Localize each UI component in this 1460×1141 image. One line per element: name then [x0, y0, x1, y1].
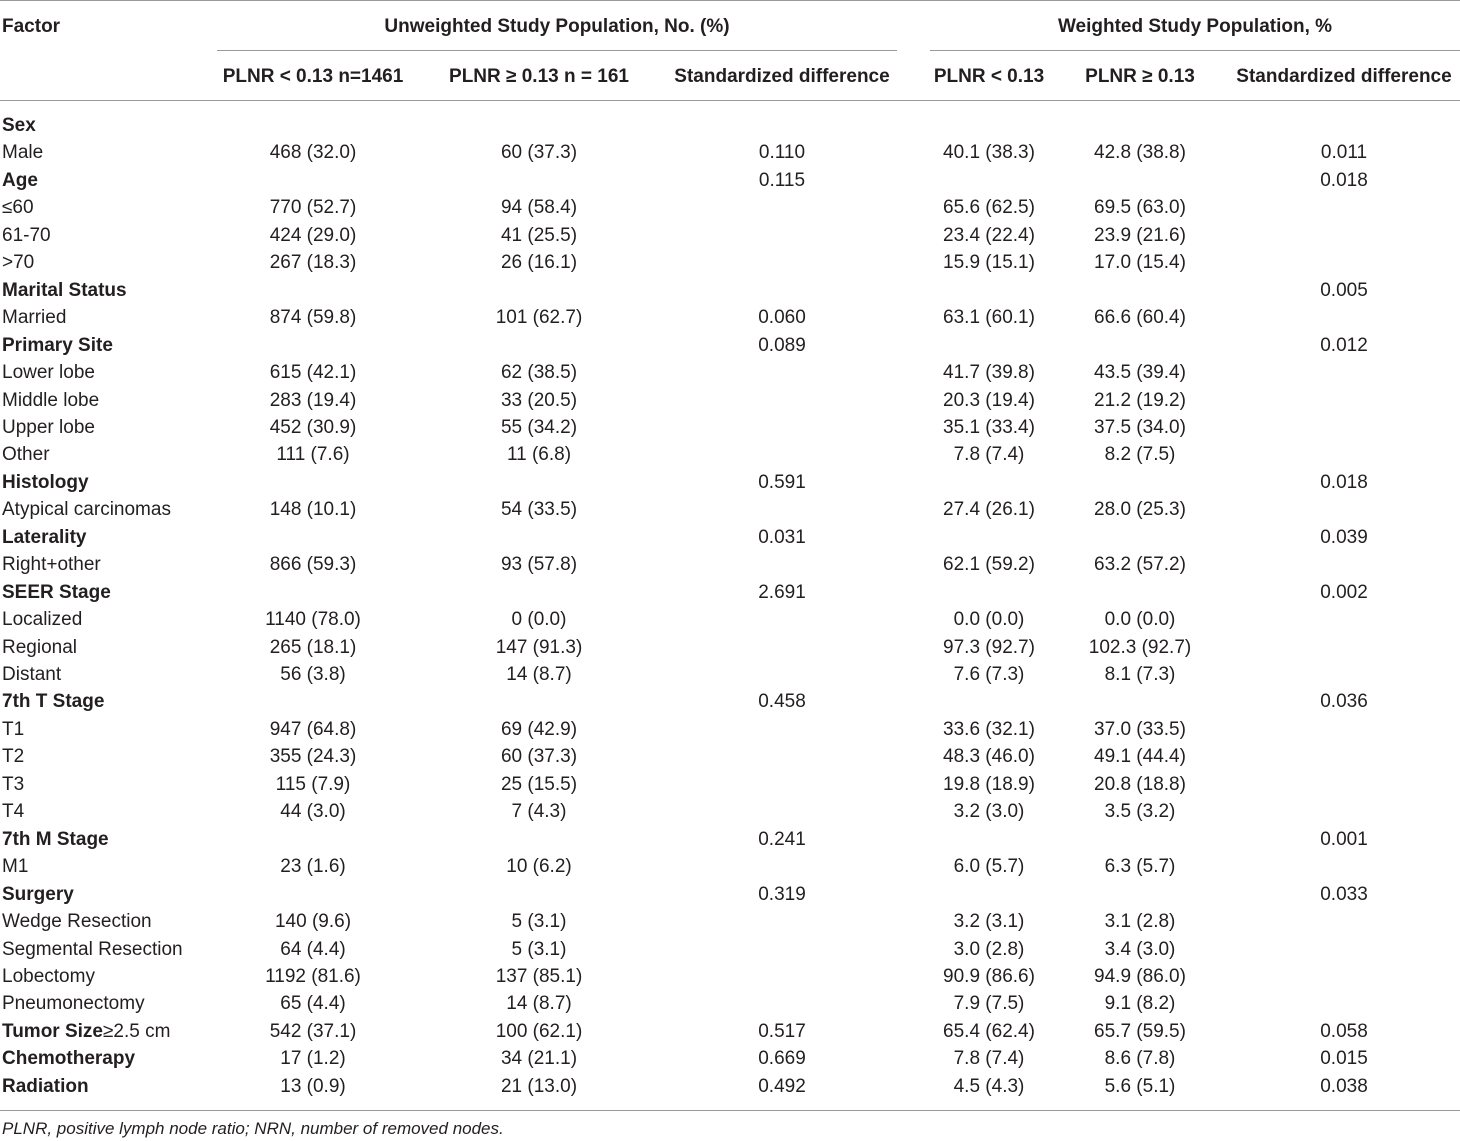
- row-label-text: T3: [2, 774, 25, 795]
- row-heading: [2, 881, 74, 908]
- row-label-text: Age: [2, 170, 38, 191]
- cell-unweighted-plnr-low: 770 (52.7): [269, 197, 357, 218]
- cell-unweighted-plnr-low: 56 (3.8): [280, 664, 346, 685]
- cell-unweighted-plnr-high: 41 (25.5): [500, 225, 578, 246]
- row-label: [2, 936, 183, 963]
- row-label-text: T2: [2, 746, 25, 767]
- cell-weighted-plnr-low: 6.0 (5.7): [953, 856, 1025, 877]
- cell-weighted-plnr-high: 8.1 (7.3): [1104, 664, 1176, 685]
- cell-unweighted-plnr-low: 111 (7.6): [276, 444, 350, 465]
- cell-unweighted-plnr-low: 283 (19.4): [269, 390, 357, 411]
- cell-weighted-plnr-high: 69.5 (63.0): [1094, 197, 1186, 218]
- cell-weighted-plnr-high: 8.6 (7.8): [1104, 1048, 1176, 1069]
- cell-unweighted-plnr-high: 55 (34.2): [500, 417, 578, 438]
- cell-weighted-std-diff: 0.018: [1320, 472, 1368, 493]
- cell-weighted-plnr-low: 97.3 (92.7): [943, 637, 1035, 658]
- cell-unweighted-plnr-low: 148 (10.1): [269, 499, 357, 520]
- cell-weighted-plnr-low: 20.3 (19.4): [943, 390, 1035, 411]
- cell-unweighted-plnr-high: 100 (62.1): [495, 1021, 583, 1042]
- row-label-text: Laterality: [2, 527, 87, 548]
- row-label-text: Lobectomy: [2, 966, 95, 987]
- row-heading: [2, 112, 36, 139]
- cell-weighted-plnr-high: 0.0 (0.0): [1104, 609, 1176, 630]
- cell-unweighted-plnr-high: 5 (3.1): [511, 911, 567, 932]
- cell-weighted-plnr-high: 94.9 (86.0): [1094, 966, 1186, 987]
- cell-unweighted-plnr-low: 1140 (78.0): [265, 609, 361, 630]
- cell-weighted-plnr-low: 23.4 (22.4): [943, 225, 1035, 246]
- cell-weighted-plnr-low: 3.2 (3.0): [953, 801, 1025, 822]
- row-label-text: T1: [2, 719, 25, 740]
- row-label-text: 61-70: [2, 225, 51, 246]
- cell-unweighted-plnr-low: 265 (18.1): [269, 637, 357, 658]
- cell-weighted-std-diff: 0.036: [1320, 691, 1368, 712]
- row-label-text: 7th T Stage: [2, 691, 105, 712]
- row-label-text: Segmental Resection: [2, 939, 183, 960]
- cell-weighted-plnr-high: 3.1 (2.8): [1104, 911, 1176, 932]
- cell-weighted-plnr-high: 8.2 (7.5): [1104, 444, 1176, 465]
- cell-weighted-plnr-low: 33.6 (32.1): [943, 719, 1035, 740]
- row-label: [2, 387, 99, 414]
- cell-weighted-plnr-high: 21.2 (19.2): [1094, 390, 1186, 411]
- row-label: [2, 414, 95, 441]
- cell-unweighted-plnr-high: 14 (8.7): [506, 664, 572, 685]
- row-label: [2, 634, 77, 661]
- cell-weighted-plnr-low: 65.6 (62.5): [943, 197, 1035, 218]
- row-label: [2, 716, 24, 743]
- header-unweighted-std-diff: Standardized difference: [674, 66, 890, 87]
- cell-weighted-plnr-high: 37.0 (33.5): [1094, 719, 1186, 740]
- row-label: [2, 304, 66, 331]
- unweighted-group-rule: [217, 50, 897, 51]
- cell-unweighted-plnr-high: 137 (85.1): [495, 966, 583, 987]
- cell-weighted-std-diff: 0.033: [1320, 884, 1368, 905]
- cell-weighted-plnr-high: 6.3 (5.7): [1104, 856, 1176, 877]
- cell-unweighted-std-diff: 0.060: [758, 307, 806, 328]
- cell-unweighted-plnr-low: 468 (32.0): [269, 142, 357, 163]
- cell-unweighted-std-diff: 0.031: [758, 527, 806, 548]
- row-heading: [2, 826, 109, 853]
- row-heading: [2, 167, 38, 194]
- cell-weighted-plnr-high: 28.0 (25.3): [1094, 499, 1186, 520]
- cell-weighted-std-diff: 0.015: [1320, 1048, 1368, 1069]
- cell-unweighted-plnr-low: 44 (3.0): [280, 801, 346, 822]
- row-label: [2, 496, 171, 523]
- cell-unweighted-plnr-low: 13 (0.9): [280, 1076, 346, 1097]
- cell-weighted-plnr-low: 41.7 (39.8): [943, 362, 1035, 383]
- row-heading: [2, 277, 127, 304]
- row-heading: [2, 688, 104, 715]
- cell-unweighted-plnr-high: 101 (62.7): [495, 307, 583, 328]
- row-label: [2, 249, 34, 276]
- cell-weighted-std-diff: 0.018: [1320, 170, 1368, 191]
- cell-weighted-std-diff: 0.039: [1320, 527, 1368, 548]
- cell-unweighted-plnr-low: 874 (59.8): [269, 307, 357, 328]
- cell-unweighted-std-diff: 0.115: [758, 170, 806, 191]
- cell-weighted-std-diff: 0.002: [1320, 582, 1368, 603]
- top-rule: [0, 0, 1460, 1]
- footnote: PLNR, positive lymph node ratio; NRN, number of removed nodes.: [2, 1119, 504, 1138]
- cell-unweighted-std-diff: 0.089: [758, 335, 806, 356]
- row-label: [2, 551, 101, 578]
- cell-unweighted-std-diff: 0.110: [758, 142, 806, 163]
- cell-unweighted-std-diff: 2.691: [758, 582, 806, 603]
- header-weighted-plnr-low: PLNR < 0.13: [933, 66, 1045, 87]
- row-label-text: Wedge Resection: [2, 911, 152, 932]
- cell-unweighted-plnr-low: 866 (59.3): [269, 554, 357, 575]
- cell-unweighted-std-diff: 0.458: [758, 691, 806, 712]
- row-label-text: ≤60: [2, 197, 34, 218]
- cell-unweighted-plnr-low: 17 (1.2): [280, 1048, 346, 1069]
- cell-weighted-plnr-low: 3.0 (2.8): [953, 939, 1025, 960]
- cell-unweighted-plnr-high: 62 (38.5): [500, 362, 578, 383]
- cell-unweighted-plnr-low: 115 (7.9): [275, 774, 351, 795]
- cell-unweighted-std-diff: 0.492: [758, 1076, 806, 1097]
- cell-unweighted-plnr-high: 10 (6.2): [506, 856, 572, 877]
- row-label: [2, 359, 95, 386]
- cell-unweighted-plnr-high: 14 (8.7): [506, 993, 572, 1014]
- row-label-text: Upper lobe: [2, 417, 95, 438]
- cell-weighted-plnr-low: 7.8 (7.4): [953, 444, 1025, 465]
- cell-unweighted-plnr-high: 26 (16.1): [500, 252, 578, 273]
- cell-weighted-std-diff: 0.058: [1320, 1021, 1368, 1042]
- row-heading: [2, 469, 89, 496]
- cell-unweighted-plnr-high: 21 (13.0): [500, 1076, 578, 1097]
- row-heading: [2, 332, 113, 359]
- row-label: [2, 222, 51, 249]
- cell-unweighted-std-diff: 0.669: [758, 1048, 806, 1069]
- row-label-text: Regional: [2, 637, 77, 658]
- cell-weighted-plnr-high: 3.4 (3.0): [1104, 939, 1176, 960]
- cell-unweighted-plnr-low: 267 (18.3): [269, 252, 357, 273]
- row-label: [2, 908, 152, 935]
- cell-unweighted-plnr-high: 94 (58.4): [500, 197, 578, 218]
- row-label-text: Lower lobe: [2, 362, 95, 383]
- cell-weighted-std-diff: 0.038: [1320, 1076, 1368, 1097]
- row-label-text: Married: [2, 307, 67, 328]
- row-label-text: Localized: [2, 609, 83, 630]
- header-factor: Factor: [2, 16, 61, 37]
- row-label: [2, 990, 145, 1017]
- row-label-text: Surgery: [2, 884, 74, 905]
- row-label: [2, 606, 82, 633]
- cell-unweighted-plnr-high: 54 (33.5): [500, 499, 578, 520]
- cell-weighted-plnr-high: 66.6 (60.4): [1094, 307, 1186, 328]
- cell-unweighted-plnr-high: 69 (42.9): [500, 719, 578, 740]
- row-label-text: Histology: [2, 472, 89, 493]
- cell-weighted-plnr-low: 7.8 (7.4): [953, 1048, 1025, 1069]
- cell-unweighted-plnr-high: 7 (4.3): [511, 801, 567, 822]
- row-label-text: Other: [2, 444, 50, 465]
- header-group-unweighted: Unweighted Study Population, No. (%): [384, 16, 730, 37]
- header-weighted-plnr-high: PLNR ≥ 0.13: [1085, 66, 1195, 87]
- cell-weighted-plnr-low: 15.9 (15.1): [943, 252, 1035, 273]
- cell-weighted-plnr-low: 7.9 (7.5): [953, 993, 1025, 1014]
- cell-unweighted-plnr-high: 0 (0.0): [511, 609, 567, 630]
- row-label-text: Male: [2, 142, 44, 163]
- row-label: [2, 139, 43, 166]
- cell-unweighted-plnr-low: 64 (4.4): [280, 939, 346, 960]
- row-label-text: Pneumonectomy: [2, 993, 145, 1014]
- row-heading: [2, 1045, 135, 1072]
- row-label: [2, 853, 28, 880]
- cell-unweighted-plnr-low: 424 (29.0): [269, 225, 357, 246]
- row-label-suffix: ≥2.5 cm: [103, 1021, 171, 1042]
- cell-unweighted-std-diff: 0.591: [758, 472, 806, 493]
- cell-unweighted-plnr-low: 65 (4.4): [280, 993, 346, 1014]
- cell-unweighted-std-diff: 0.241: [758, 829, 806, 850]
- cell-weighted-plnr-low: 62.1 (59.2): [943, 554, 1035, 575]
- header-weighted-std-diff: Standardized difference: [1236, 66, 1452, 87]
- row-label: [2, 194, 34, 221]
- cell-unweighted-plnr-high: 93 (57.8): [500, 554, 578, 575]
- cell-unweighted-plnr-high: 60 (37.3): [500, 746, 578, 767]
- row-label: [2, 963, 95, 990]
- table-bottom-rule: [0, 1110, 1460, 1111]
- cell-weighted-std-diff: 0.012: [1320, 335, 1368, 356]
- row-label-text: Radiation: [2, 1076, 89, 1097]
- row-label-text: Sex: [2, 115, 36, 136]
- cell-weighted-plnr-high: 63.2 (57.2): [1094, 554, 1186, 575]
- cell-unweighted-plnr-high: 60 (37.3): [500, 142, 578, 163]
- cell-unweighted-plnr-low: 542 (37.1): [269, 1021, 357, 1042]
- row-label-text: 7th M Stage: [2, 829, 109, 850]
- row-label: [2, 661, 61, 688]
- cell-unweighted-plnr-high: 34 (21.1): [500, 1048, 578, 1069]
- row-heading: [2, 579, 111, 606]
- cell-weighted-plnr-high: 5.6 (5.1): [1104, 1076, 1176, 1097]
- header-group-weighted: Weighted Study Population, %: [1057, 16, 1333, 37]
- cell-weighted-plnr-low: 3.2 (3.1): [953, 911, 1025, 932]
- row-label-text: Right+other: [2, 554, 101, 575]
- header-unweighted-plnr-low: PLNR < 0.13 n=1461: [222, 66, 404, 87]
- cell-weighted-plnr-high: 37.5 (34.0): [1094, 417, 1186, 438]
- cell-weighted-plnr-low: 4.5 (4.3): [953, 1076, 1025, 1097]
- cell-weighted-plnr-high: 49.1 (44.4): [1094, 746, 1186, 767]
- row-label-text: SEER Stage: [2, 582, 111, 603]
- header-unweighted-plnr-high: PLNR ≥ 0.13 n = 161: [449, 66, 629, 87]
- cell-unweighted-plnr-low: 947 (64.8): [269, 719, 357, 740]
- cell-unweighted-plnr-low: 615 (42.1): [269, 362, 357, 383]
- cell-weighted-plnr-low: 40.1 (38.3): [943, 142, 1035, 163]
- cell-weighted-plnr-low: 63.1 (60.1): [943, 307, 1035, 328]
- cell-weighted-plnr-low: 19.8 (18.9): [943, 774, 1035, 795]
- cell-weighted-plnr-high: 17.0 (15.4): [1094, 252, 1186, 273]
- cell-weighted-plnr-high: 65.7 (59.5): [1094, 1021, 1186, 1042]
- cell-unweighted-plnr-low: 355 (24.3): [269, 746, 357, 767]
- cell-weighted-plnr-low: 65.4 (62.4): [943, 1021, 1035, 1042]
- row-heading: [2, 1073, 89, 1100]
- cell-unweighted-plnr-low: 452 (30.9): [269, 417, 357, 438]
- cell-weighted-plnr-high: 23.9 (21.6): [1094, 225, 1186, 246]
- row-label: [2, 798, 24, 825]
- cell-weighted-plnr-low: 0.0 (0.0): [953, 609, 1025, 630]
- cell-weighted-plnr-high: 42.8 (38.8): [1094, 142, 1186, 163]
- cell-unweighted-plnr-high: 33 (20.5): [500, 390, 578, 411]
- row-heading: [2, 524, 86, 551]
- cell-unweighted-std-diff: 0.517: [758, 1021, 806, 1042]
- row-label: [2, 743, 24, 770]
- cell-weighted-plnr-high: 9.1 (8.2): [1104, 993, 1176, 1014]
- header-bottom-rule: [0, 100, 1460, 101]
- row-label-text: Middle lobe: [2, 390, 100, 411]
- cell-weighted-plnr-high: 3.5 (3.2): [1104, 801, 1176, 822]
- cell-weighted-plnr-high: 43.5 (39.4): [1094, 362, 1186, 383]
- cell-unweighted-std-diff: 0.319: [758, 884, 806, 905]
- cell-unweighted-plnr-low: 140 (9.6): [274, 911, 352, 932]
- row-label: [2, 441, 50, 468]
- row-heading: [2, 1018, 170, 1045]
- cell-weighted-plnr-low: 35.1 (33.4): [943, 417, 1035, 438]
- cell-weighted-plnr-low: 48.3 (46.0): [943, 746, 1035, 767]
- cell-weighted-plnr-high: 102.3 (92.7): [1088, 637, 1192, 658]
- cell-unweighted-plnr-low: 1192 (81.6): [265, 966, 361, 987]
- row-label-text: Distant: [2, 664, 62, 685]
- row-label-text: T4: [2, 801, 25, 822]
- cell-weighted-plnr-low: 90.9 (86.6): [943, 966, 1035, 987]
- cell-unweighted-plnr-low: 23 (1.6): [280, 856, 346, 877]
- row-label-text: >70: [2, 252, 35, 273]
- row-label-text: Tumor Size: [2, 1021, 103, 1042]
- row-label: [2, 771, 24, 798]
- row-label-text: Marital Status: [2, 280, 127, 301]
- cell-weighted-std-diff: 0.005: [1320, 280, 1368, 301]
- cell-weighted-std-diff: 0.001: [1320, 829, 1368, 850]
- cell-unweighted-plnr-high: 5 (3.1): [511, 939, 567, 960]
- row-label-text: Atypical carcinomas: [2, 499, 171, 520]
- row-label-text: Primary Site: [2, 335, 113, 356]
- row-label-text: Chemotherapy: [2, 1048, 136, 1069]
- row-label-text: M1: [2, 856, 29, 877]
- cell-unweighted-plnr-high: 147 (91.3): [495, 637, 583, 658]
- weighted-group-rule: [930, 50, 1460, 51]
- cell-weighted-plnr-high: 20.8 (18.8): [1094, 774, 1186, 795]
- cell-unweighted-plnr-high: 25 (15.5): [500, 774, 578, 795]
- cell-weighted-plnr-low: 7.6 (7.3): [953, 664, 1025, 685]
- cell-unweighted-plnr-high: 11 (6.8): [506, 444, 572, 465]
- cell-weighted-plnr-low: 27.4 (26.1): [943, 499, 1035, 520]
- cell-weighted-std-diff: 0.011: [1320, 142, 1368, 163]
